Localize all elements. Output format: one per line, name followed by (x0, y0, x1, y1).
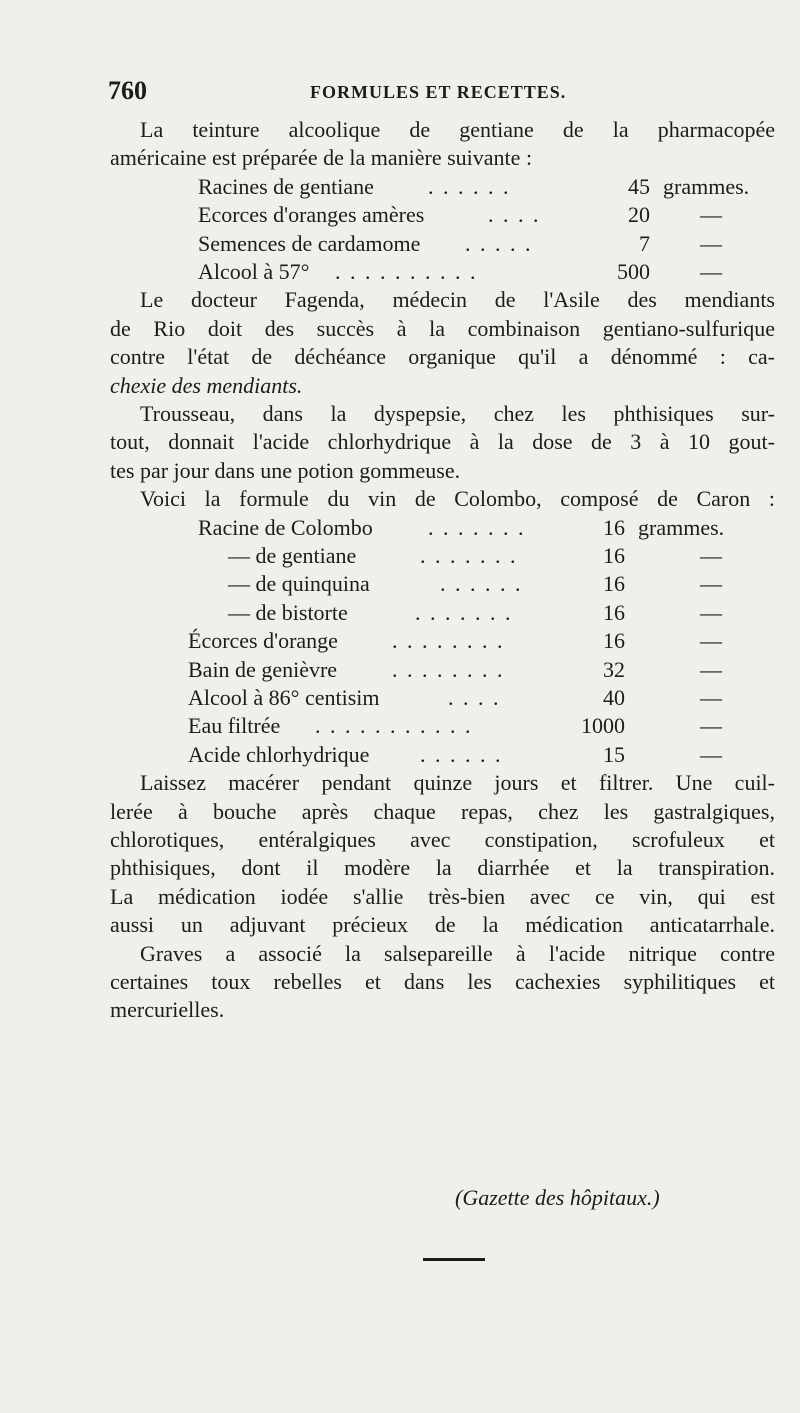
ingredient-name: Racines de gentiane (198, 173, 374, 199)
leader-dots: . . . . . . . (428, 514, 526, 540)
text-line: chlorotiques, entéralgiques avec constipation, scrofuleux et (110, 826, 775, 852)
recipe-row (110, 741, 775, 769)
ingredient-quantity: 32 (603, 656, 625, 682)
text-line: Le docteur Fagenda, médecin de l'Asile des mendiants (140, 287, 775, 313)
text-line: contre l'état de déchéance organique qu'il a dénommé : ca- (110, 344, 775, 370)
leader-dots: . . . . (488, 202, 541, 228)
recipe-row (110, 656, 775, 684)
ingredient-name: Bain de genièvre (188, 656, 338, 682)
text-line: tes par jour dans une potion gommeuse. (110, 457, 461, 483)
text-line: Laissez macérer pendant quinze jours et filtrer. Une cuil- (140, 770, 775, 796)
leader-dots: . . . . . . . . . . (335, 258, 478, 284)
leader-dots: . . . . (448, 684, 501, 710)
ingredient-quantity: 40 (603, 684, 625, 710)
recipe-row (110, 712, 775, 740)
ingredient-name: Écorces d'orange (188, 628, 338, 654)
ingredient-unit: — (700, 258, 722, 284)
ingredient-name: — de gentiane (228, 543, 357, 569)
ingredient-quantity: 1000 (581, 713, 625, 739)
leader-dots: . . . . . (465, 230, 533, 256)
leader-dots: . . . . . . . (415, 599, 513, 625)
paragraph-3 (110, 400, 775, 485)
recipe-row (110, 627, 775, 655)
leader-dots: . . . . . . (428, 173, 511, 199)
ingredient-name: Acide chlorhydrique (188, 741, 370, 767)
ingredient-unit: — (700, 656, 722, 682)
recipe-row (110, 173, 775, 201)
ingredient-unit: — (700, 230, 722, 256)
ingredient-quantity: 20 (628, 202, 650, 228)
paragraph-2 (110, 286, 775, 400)
ingredient-quantity: 16 (603, 628, 625, 654)
ingredient-quantity: 500 (617, 258, 650, 284)
ingredient-unit: — (700, 684, 722, 710)
ingredient-unit: — (700, 713, 722, 739)
ingredient-unit: — (700, 628, 722, 654)
ingredient-unit: — (700, 741, 722, 767)
recipe-row (110, 230, 775, 258)
ingredient-quantity: 16 (603, 571, 625, 597)
text-line: Graves a associé la salsepareille à l'acide nitrique contre (140, 940, 775, 966)
ingredient-unit: grammes. (663, 173, 750, 199)
ingredient-name: Semences de cardamome (198, 230, 421, 256)
ingredient-unit: — (700, 599, 722, 625)
ingredient-unit: — (700, 202, 722, 228)
ingredient-unit: — (700, 543, 722, 569)
text-line: tout, donnait l'acide chlorhydrique à la dose de 3 à 10 gout- (110, 429, 775, 455)
ingredient-name: Eau filtrée (188, 713, 281, 739)
leader-dots: . . . . . . (440, 571, 523, 597)
source-citation: (Gazette des hôpitaux.) (455, 1185, 660, 1210)
text-line: Voici la formule du vin de Colombo, composé de Caron : (140, 486, 775, 512)
recipe-row (110, 514, 775, 542)
leader-dots: . . . . . . (420, 741, 503, 767)
ingredient-quantity: 16 (603, 599, 625, 625)
leader-dots: . . . . . . . . . . . (315, 713, 473, 739)
recipe-row (110, 684, 775, 712)
text-line: lerée à bouche après chaque repas, chez les gastralgiques, (110, 798, 775, 824)
text-line: aussi un adjuvant précieux de la médication anticatarrhale. (110, 912, 775, 938)
paragraph-1 (110, 116, 775, 173)
leader-dots: . . . . . . . . (392, 628, 505, 654)
ingredient-unit: — (700, 571, 722, 597)
leader-dots: . . . . . . . (420, 543, 518, 569)
ingredient-quantity: 16 (603, 514, 625, 540)
ingredient-quantity: 7 (639, 230, 650, 256)
text-line: Trousseau, dans la dyspepsie, chez les phthisiques sur- (140, 401, 775, 426)
recipe-row (110, 258, 775, 286)
text-line: mercurielles. (110, 997, 225, 1023)
recipe-row (110, 201, 775, 229)
text-line: américaine est préparée de la manière suivante : (110, 145, 533, 171)
ingredient-quantity: 45 (628, 173, 650, 199)
text-line: phthisiques, dont il modère la diarrhée et la transpiration. (110, 855, 775, 881)
text-line: La teinture alcoolique de gentiane de la pharmacopée (140, 117, 775, 142)
paragraph-6 (110, 940, 775, 1025)
text-line: certaines toux rebelles et dans les cachexies syphilitiques et (110, 968, 775, 994)
ingredient-name: Ecorces d'oranges amères (198, 202, 425, 228)
recipe-row (110, 570, 775, 598)
page-number: 760 (108, 76, 147, 105)
paragraph-5 (110, 769, 775, 939)
recipe-colombo-wine (110, 514, 775, 770)
ingredient-quantity: 15 (603, 741, 625, 767)
text-line: La médication iodée s'allie très-bien avec ce vin, qui est (110, 883, 775, 909)
leader-dots: . . . . . . . . (392, 656, 505, 682)
ingredient-name: — de bistorte (228, 599, 348, 625)
ingredient-name: — de quinquina (228, 571, 370, 597)
ingredient-name: Alcool à 57° (198, 258, 310, 284)
running-title: FORMULES ET RECETTES. (310, 82, 567, 102)
recipe-gentian-tincture (110, 173, 775, 287)
paragraph-4 (110, 485, 775, 513)
body-text (110, 116, 775, 1025)
ingredient-unit: grammes. (638, 514, 725, 540)
recipe-row (110, 542, 775, 570)
recipe-row (110, 599, 775, 627)
ingredient-quantity: 16 (603, 543, 625, 569)
text-line: de Rio doit des succès à la combinaison gentiano-sulfurique (110, 315, 775, 341)
end-rule (423, 1258, 485, 1261)
page-header (108, 76, 668, 112)
ingredient-name: Alcool à 86° centisim (188, 684, 380, 710)
ingredient-name: Racine de Colombo (198, 514, 373, 540)
text-line: chexie des mendiants. (110, 372, 303, 398)
